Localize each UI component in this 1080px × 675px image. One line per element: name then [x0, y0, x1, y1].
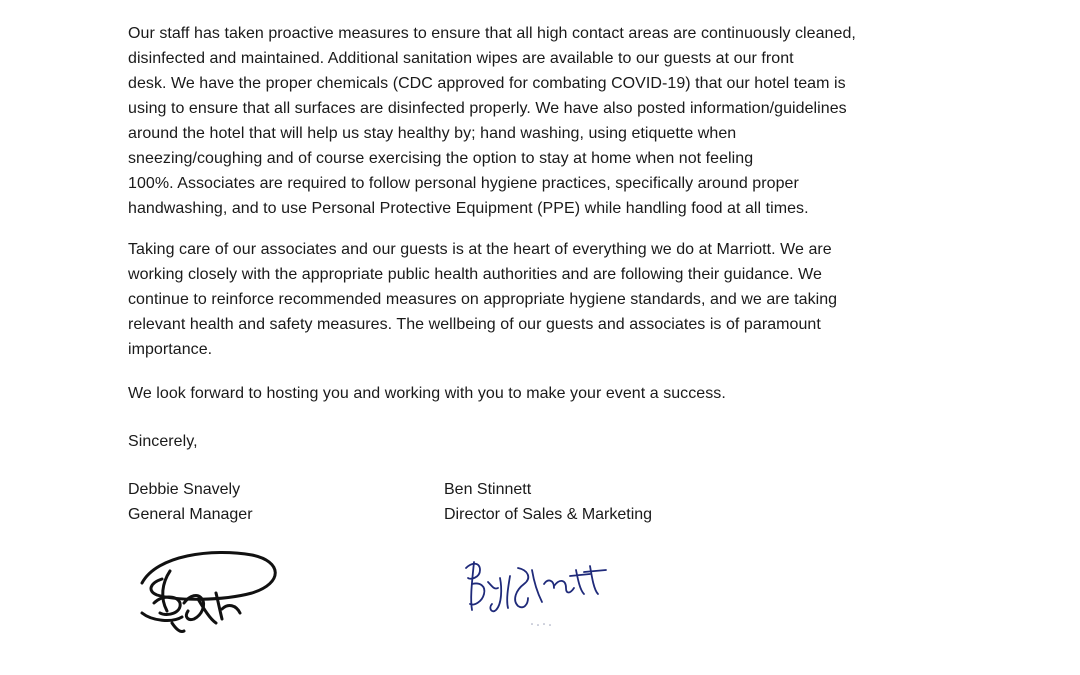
- paragraph-1-line: using to ensure that all surfaces are disinfected properly. We have also posted information/guidelines: [128, 100, 847, 117]
- signatory-title: General Manager: [128, 506, 253, 523]
- paragraph-1-line: sneezing/coughing and of course exercising the option to stay at home when not feeling: [128, 150, 754, 167]
- signatory-name: Ben Stinnett: [444, 481, 532, 498]
- paragraph-1-line: disinfected and maintained. Additional sanitation wipes are available to our guests at our front: [128, 50, 794, 67]
- paragraph-2-line: importance.: [128, 341, 213, 358]
- paragraph-2-line: Taking care of our associates and our guests is at the heart of everything we do at Marriott. We are: [128, 241, 832, 258]
- closing-salutation: Sincerely,: [128, 433, 198, 450]
- signatory-title: Director of Sales & Marketing: [444, 506, 653, 523]
- signatory-name: Debbie Snavely: [128, 481, 241, 498]
- paragraph-1-line: Our staff has taken proactive measures to ensure that all high contact areas are continuously cleaned,: [128, 25, 856, 42]
- paragraph-3: We look forward to hosting you and working with you to make your event a success.: [128, 385, 726, 402]
- paragraph-1-line: around the hotel that will help us stay healthy by; hand washing, using etiquette when: [128, 125, 737, 142]
- paragraph-2-line: working closely with the appropriate public health authorities and are following their guidance. We: [128, 266, 822, 283]
- handwritten-signature-ben-stinnett: [458, 548, 648, 628]
- paragraph-1-line: desk. We have the proper chemicals (CDC approved for combating COVID-19) that our hotel team is: [128, 75, 846, 92]
- handwritten-signature-debbie-snavely: [132, 543, 292, 643]
- paragraph-2-line: relevant health and safety measures. The wellbeing of our guests and associates is of paramount: [128, 316, 821, 333]
- paragraph-1-line: handwashing, and to use Personal Protective Equipment (PPE) while handling food at all times.: [128, 200, 809, 217]
- paragraph-1-line: 100%. Associates are required to follow personal hygiene practices, specifically around proper: [128, 175, 799, 192]
- paragraph-2-line: continue to reinforce recommended measures on appropriate hygiene standards, and we are taking: [128, 291, 838, 308]
